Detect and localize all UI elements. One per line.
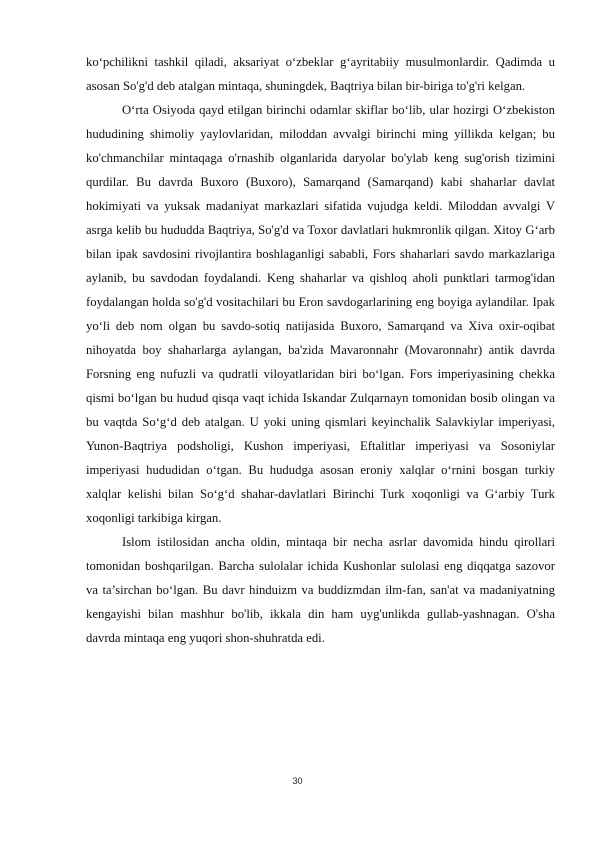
paragraph-continuation: ko‘pchilikni tashkil qiladi, aksariyat o‘zbeklar g‘ayritabiiy musulmonlardir. Qadimda u asosan So'g'd deb atalgan mintaqa, shuningdek, Baqtriya bilan bir-biriga to'g'ri kelgan. <box>86 55 555 93</box>
page-number: 30 <box>292 776 303 786</box>
document-body <box>86 50 555 650</box>
paragraph-early-history: O‘rta Osiyoda qayd etilgan birinchi odamlar skiflar bo‘lib, ular hozirgi O‘zbekiston hududining shimoliy yaylovlaridan, miloddan avvalgi birinchi ming yillikda kelgan; bu ko'chmanchilar mintaqaga o'rnashib olganlarida daryolar bo'ylab keng sug'orish tizimini qurdilar. Bu davrda Buxoro (Buxoro), Samarqand (Samarqand) kabi shaharlar davlat hokimiyati va yuksak madaniyat markazlari sifatida vujudga keldi. Miloddan avvalgi V asrga kelib bu hududda Baqtriya, So'g'd va Toxor davlatlari hukmronlik qilgan. Xitoy G‘arb bilan ipak savdosini rivojlantira boshlaganligi sababli, Fors shaharlari savdo markazlariga aylanib, bu savdodan foydalandi. Keng shaharlar va qishloq aholi punktlari tarmog'idan foydalangan holda so'g'd vositachilari bu Eron savdogarlarining eng boyiga aylandilar. Ipak yo‘li deb nom olgan bu savdo-sotiq natijasida Buxoro, Samarqand va Xiva oxir-oqibat nihoyatda boy shaharlarga aylangan, ba'zida Mavaronnahr (Movaronnahr) antik davrda Forsning eng nufuzli va qudratli viloyatlaridan biri bo‘lgan. Fors imperiyasining chekka qismi bo‘lgan bu hudud qisqa vaqt ichida Iskandar Zulqarnayn tomonidan bosib olingan va bu vaqtda So‘g‘d deb atalgan. U yoki uning qismlari keyinchalik Salavkiylar imperiyasi, Yunon-Baqtriya podsholigi, Kushon imperiyasi, Eftalitlar imperiyasi va Sosoniylar imperiyasi hududidan o‘tgan. Bu hududga asosan eroniy xalqlar o‘rnini bosgan turkiy xalqlar kelishi bilan So‘g‘d shahar-davlatlari Birinchi Turk xoqonligi va G‘arbiy Turk xoqonligi tarkibiga kirgan. <box>86 103 555 525</box>
paragraph-pre-islamic-rule: Islom istilosidan ancha oldin, mintaqa bir necha asrlar davomida hindu qirollari tomonidan boshqarilgan. Barcha sulolalar ichida Kushonlar sulolasi eng diqqatga sazovor va ta’sirchan bo‘lgan. Bu davr hinduizm va buddizmdan ilm-fan, san'at va madaniyatning kengayishi bilan mashhur bo'lib, ikkala din ham uyg'unlikda gullab-yashnagan. O'sha davrda mintaqa eng yuqori shon-shuhratda edi. <box>86 535 555 645</box>
